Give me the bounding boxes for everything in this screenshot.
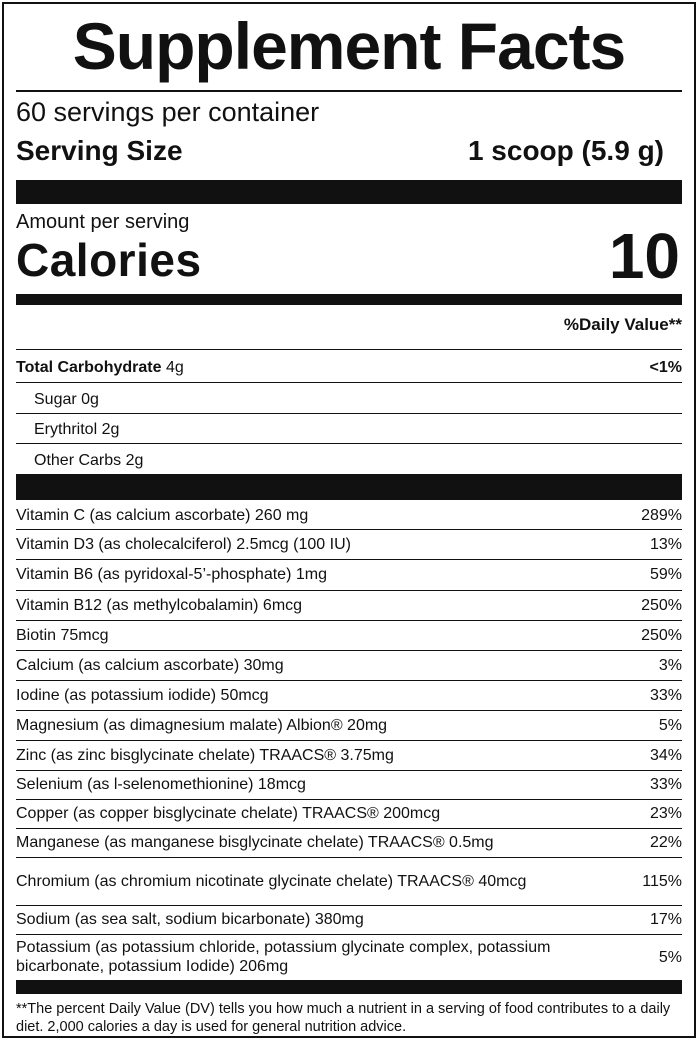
thick-divider-4 xyxy=(16,980,682,994)
nutrient-name: Potassium (as potassium chloride, potassium glycinate complex, potassium bicarbonate, potassium Iodide) 206mg xyxy=(16,939,551,975)
servings-per-container: 60 servings per container xyxy=(16,97,320,127)
nutrient-dv: 22% xyxy=(649,834,682,851)
rule xyxy=(16,857,682,858)
nutrient-dv: 250% xyxy=(641,597,682,614)
nutrient-name: Vitamin C (as calcium ascorbate) 260 mg xyxy=(16,506,309,524)
nutrient-dv: 33% xyxy=(649,776,682,793)
nutrient-name: Calcium (as calcium ascorbate) 30mg xyxy=(16,657,284,674)
sub-item-label: Erythritol 2g xyxy=(34,420,120,438)
sub-item-label: Other Carbs 2g xyxy=(34,451,144,469)
nutrient-name: Selenium (as l-selenomethionine) 18mcg xyxy=(16,776,306,793)
nutrient-name: Vitamin B12 (as methylcobalamin) 6mcg xyxy=(16,597,303,614)
calories-value: 10 xyxy=(608,220,680,292)
nutrient-row xyxy=(16,683,682,708)
nutrient-row xyxy=(16,859,682,903)
rule xyxy=(16,770,682,771)
rule xyxy=(16,934,682,935)
panel-title: Supplement Facts xyxy=(72,9,626,83)
nutrient-dv: 289% xyxy=(641,506,682,524)
serving-size-label: Serving Size xyxy=(16,135,183,166)
title-divider xyxy=(16,90,682,92)
daily-value-header: %Daily Value** xyxy=(563,315,682,334)
nutrient-name: Vitamin B6 (as pyridoxal-5’-phosphate) 1mg xyxy=(16,566,327,583)
nutrient-dv: 34% xyxy=(649,747,682,764)
supplement-facts-panel xyxy=(2,2,696,1038)
nutrient-dv: 5% xyxy=(658,948,682,966)
nutrient-name: Copper (as copper bisglycinate chelate) TRAACS® 200mcg xyxy=(16,805,441,822)
nutrient-name: Iodine (as potassium iodide) 50mcg xyxy=(16,687,269,704)
rule xyxy=(16,710,682,711)
rule xyxy=(16,740,682,741)
rule xyxy=(16,382,682,383)
nutrient-row xyxy=(16,503,682,527)
nutrient-row xyxy=(16,907,682,932)
rule xyxy=(16,413,682,414)
calories-label: Calories xyxy=(16,234,202,286)
rule xyxy=(16,590,682,591)
sub-item-row xyxy=(16,416,682,442)
rule xyxy=(16,349,682,350)
nutrient-row xyxy=(16,801,682,826)
nutrient-name: Zinc (as zinc bisglycinate chelate) TRAACS® 3.75mg xyxy=(16,747,394,764)
rule xyxy=(16,799,682,800)
rule xyxy=(16,680,682,681)
rule xyxy=(16,529,682,530)
nutrient-dv: 59% xyxy=(649,566,682,583)
nutrient-row xyxy=(16,743,682,768)
nutrient-row xyxy=(16,772,682,797)
rule xyxy=(16,828,682,829)
thick-divider-1 xyxy=(16,180,682,204)
sub-item-row xyxy=(16,386,682,412)
serving-size-row xyxy=(16,134,664,168)
total-carbohydrate-row xyxy=(16,355,682,379)
rule xyxy=(16,650,682,651)
nutrient-row xyxy=(16,532,682,556)
nutrient-name: Sodium (as sea salt, sodium bicarbonate) 380mg xyxy=(16,911,364,928)
nutrient-row xyxy=(16,713,682,738)
nutrient-row xyxy=(16,623,682,648)
rule xyxy=(16,905,682,906)
thick-divider-2 xyxy=(16,294,682,305)
nutrient-dv: 17% xyxy=(649,911,682,928)
nutrient-name: Chromium (as chromium nicotinate glycinate chelate) TRAACS® 40mcg xyxy=(16,872,527,890)
nutrient-name: Manganese (as manganese bisglycinate chelate) TRAACS® 0.5mg xyxy=(16,834,494,851)
serving-size-value: 1 scoop (5.9 g) xyxy=(467,135,664,166)
nutrient-dv: 250% xyxy=(641,627,682,644)
nutrient-dv: 3% xyxy=(658,657,682,674)
rule xyxy=(16,620,682,621)
sub-item-label: Sugar 0g xyxy=(34,390,99,408)
nutrient-dv: 115% xyxy=(642,872,682,890)
nutrient-row xyxy=(16,653,682,678)
daily-value-footnote: **The percent Daily Value (DV) tells you how much a nutrient in a serving of food contributes to a daily diet. 2,000 calories a day is used for general nutrition advice. xyxy=(16,1001,671,1035)
nutrient-name: Vitamin D3 (as cholecalciferol) 2.5mcg (100 IU) xyxy=(16,535,351,553)
amount-per-serving: Amount per serving xyxy=(16,211,190,233)
rule xyxy=(16,559,682,560)
sub-item-row xyxy=(16,447,682,473)
nutrient-dv: 5% xyxy=(658,717,682,734)
nutrient-dv: 13% xyxy=(649,535,682,553)
rule xyxy=(16,443,682,444)
nutrient-name: Magnesium (as dimagnesium malate) Albion® 20mg xyxy=(16,717,388,734)
panel-inner xyxy=(16,4,682,1036)
nutrient-row xyxy=(16,936,682,978)
total-carbohydrate-dv: <1% xyxy=(649,358,682,376)
total-carbohydrate-name: Total Carbohydrate 4g xyxy=(16,358,184,376)
nutrient-name: Biotin 75mcg xyxy=(16,627,109,644)
thick-divider-3 xyxy=(16,474,682,500)
nutrient-row xyxy=(16,593,682,618)
nutrient-dv: 23% xyxy=(649,805,682,822)
nutrient-row xyxy=(16,562,682,587)
nutrient-dv: 33% xyxy=(649,687,682,704)
nutrient-row xyxy=(16,830,682,855)
